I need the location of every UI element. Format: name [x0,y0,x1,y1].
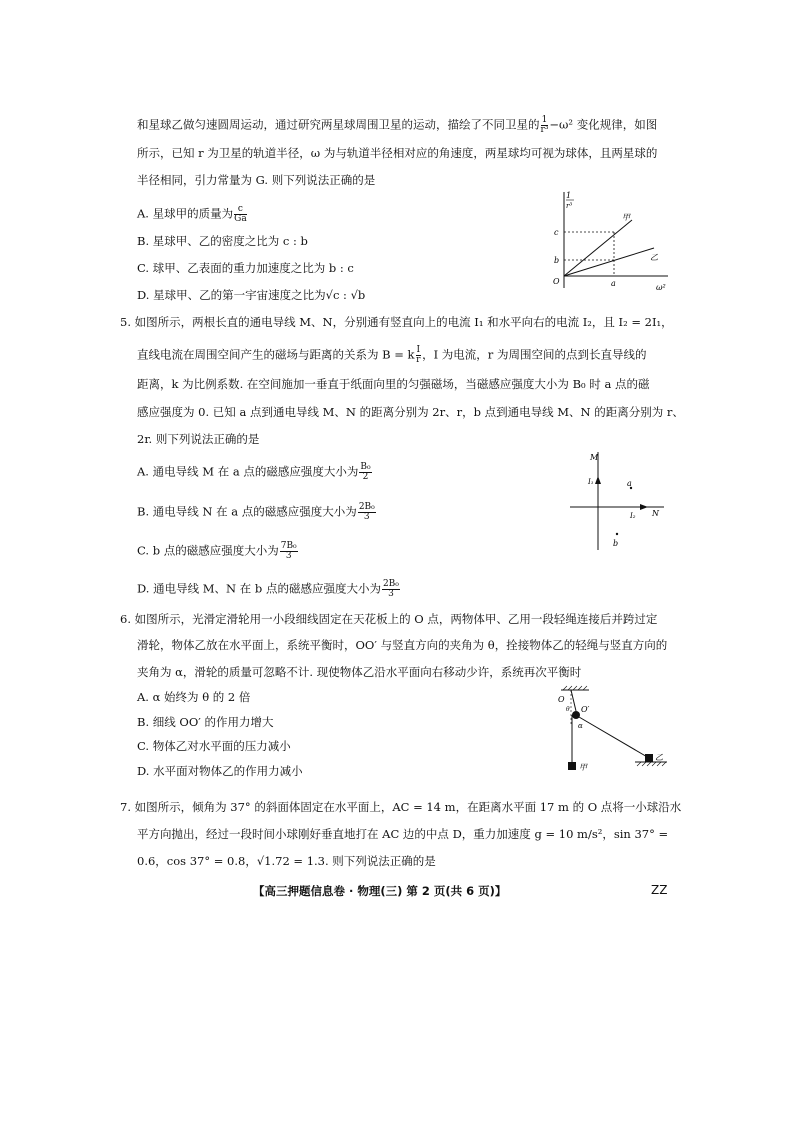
q6-label-theta: θ [566,706,570,713]
q5-option-c-den: 3 [285,551,292,561]
q5-option-a-num: B₀ [360,462,371,472]
q4-frac-num: 1 [541,115,548,125]
q5-line-1: 5. 如图所示，两根长直的通电导线 M、N，分别通有竖直向上的电流 I₁ 和水平向右的电流 I₂，且 I₂ = 2I₁， [120,315,673,329]
q4-label-o: O [553,277,560,286]
q4-option-a-frac [234,205,247,224]
q5-label-n: N [652,509,659,518]
q5-option-c-text: C. b 点的磁感应强度大小为 [137,543,279,558]
q6-label-o-prime: O′ [581,705,590,714]
q5-line-2-b: ，I 为电流，r 为周围空间的点到长直导线的 [422,347,647,362]
q6-ceiling-hatch [563,686,587,690]
q5-label-b: b [613,539,619,548]
q5-option-a-frac [359,463,371,482]
q4-option-a-den: Ga [234,214,247,224]
q4-line-1 [137,116,657,135]
q4-fraction [541,116,549,135]
q5-option-d [137,580,401,599]
q5-formula-num: I [416,345,421,355]
q4-line-3: 半径相同，引力常量为 G. 则下列说法正确的是 [137,173,376,187]
q5-line-2-a: 直线电流在周围空间产生的磁场与距离的关系为 B = k [137,347,415,362]
q4-label-b: b [554,256,560,265]
q5-label-a: a [627,479,632,488]
q6-pulley [572,711,580,719]
q5-option-c [137,542,299,561]
q4-label-a: a [611,279,616,288]
q5-option-b-text: B. 通电导线 N 在 a 点的磁感应强度大小为 [137,504,357,519]
q6-option-a: A. α 始终为 θ 的 2 倍 [137,690,251,704]
q4-line-2: 所示，已知 r 为卫星的轨道半径，ω 为与轨道半径相对应的角速度，两星球均可视为球体，且两星球的 [137,146,658,160]
q5-option-d-text: D. 通电导线 M、N 在 b 点的磁感应强度大小为 [137,581,381,596]
q7-line-1: 7. 如图所示，倾角为 37° 的斜面体固定在水平面上，AC = 14 m，在距离水平面 17 m 的 O 点将一小球沿水 [120,800,682,814]
q4-line-jia [564,220,632,276]
q4-line-1-a: 和星球乙做匀速圆周运动，通过研究两星球周围卫星的运动，描绘了不同卫星的 [137,117,540,132]
q5-option-b [137,503,377,522]
q6-label-jia: 甲 [579,763,587,772]
q6-option-d: D. 水平面对物体乙的作用力减小 [137,764,303,778]
q5-option-c-num: 7B₀ [280,541,297,551]
q4-option-d: D. 星球甲、乙的第一宇宙速度之比为√c : √b [137,288,366,302]
q6-option-c: C. 物体乙对水平面的压力减小 [137,739,291,753]
q4-line-yi [564,248,654,276]
q6-line-2: 滑轮，物体乙放在水平面上，系统平衡时，OO′ 与竖直方向的夹角为 θ，拴接物体乙的轻绳与竖直方向的 [137,638,668,652]
q4-y-label-den: r³ [566,202,573,210]
q5-label-i1: I₁ [588,478,594,486]
q4-option-a-num: c [234,205,247,215]
q5-line-5: 2r. 则下列说法正确的是 [137,432,260,446]
q5-option-a-den: 2 [362,472,369,482]
q5-line-3: 距离，k 为比例系数. 在空间施加一垂直于纸面向里的匀强磁场，当磁感应强度大小为 B₀ 时 a 点的磁 [137,377,650,391]
q5-option-b-den: 3 [363,512,370,522]
q5-label-m: M [590,453,599,462]
q5-formula-den: r [416,355,421,365]
q6-label-alpha: α [578,722,583,730]
q6-string-oo [571,690,576,711]
q4-option-c: C. 球甲、乙表面的重力加速度之比为 b : c [137,261,354,275]
q4-frac-den: r³ [540,125,549,135]
q6-line-3: 夹角为 α，滑轮的质量可忽略不计. 现使物体乙沿水平面向右移动少许，系统再次平衡时 [137,665,582,679]
q6-option-b: B. 细线 OO′ 的作用力增大 [137,715,274,729]
q5-option-d-num: 2B₀ [382,579,399,589]
q5-option-d-frac [382,580,400,599]
q6-block-yi [645,754,653,762]
q5-option-c-frac [280,542,298,561]
q7-line-3: 0.6，cos 37° = 0.8，√1.72 = 1.3. 则下列说法正确的是 [137,854,436,868]
q4-option-a [137,205,248,224]
q6-label-o: O [558,695,565,704]
q5-arrow-m [595,476,601,484]
page-footer: 【高三押题信息卷 · 物理(三) 第 2 页(共 6 页)】 [253,884,507,898]
q5-option-d-den: 3 [388,589,394,599]
q6-pulley-figure [555,684,685,784]
q4-label-yi: 乙 [650,253,658,262]
q6-block-jia [568,762,576,770]
q5-option-b-num: 2B₀ [358,502,375,512]
q5-wires-figure [568,450,678,560]
page-footer-code: ZZ [651,883,668,897]
q4-x-label: ω² [656,283,666,292]
q4-y-label-num: 1 [566,191,572,200]
q4-line-1-b: −ω² 变化规律，如图 [549,117,658,132]
q4-label-jia: 甲 [622,213,630,222]
q5-arrow-n [640,504,648,510]
q4-label-c: c [554,228,559,237]
q7-line-2: 平方向抛出，经过一段时间小球刚好垂直地打在 AC 边的中点 D，重力加速度 g = 10 m/s²，sin 37° = [137,827,669,841]
q5-point-b [616,533,618,535]
q5-formula-frac [416,346,422,365]
q6-ground-hatch [637,762,666,766]
q5-option-a-text: A. 通电导线 M 在 a 点的磁感应强度大小为 [137,464,359,479]
q4-option-b: B. 星球甲、乙的密度之比为 c : b [137,234,308,248]
q5-option-b-frac [358,503,376,522]
q4-option-a-text: A. 星球甲的质量为 [137,206,234,221]
q4-graph [550,190,680,300]
q5-option-a [137,463,373,482]
q5-label-i2: I₂ [630,512,636,520]
q6-line-1: 6. 如图所示，光滑定滑轮用一小段细线固定在天花板上的 O 点，两物体甲、乙用一段轻绳连接后并跨过定 [120,612,658,626]
q5-line-2 [137,346,646,365]
q6-rope-yi [579,717,649,758]
q6-label-yi: 乙 [655,753,663,762]
q5-line-4: 感应强度为 0. 已知 a 点到通电导线 M、N 的距离分别为 2r、r，b 点到通电导线 M、N 的距离分别为 r、 [137,405,684,419]
